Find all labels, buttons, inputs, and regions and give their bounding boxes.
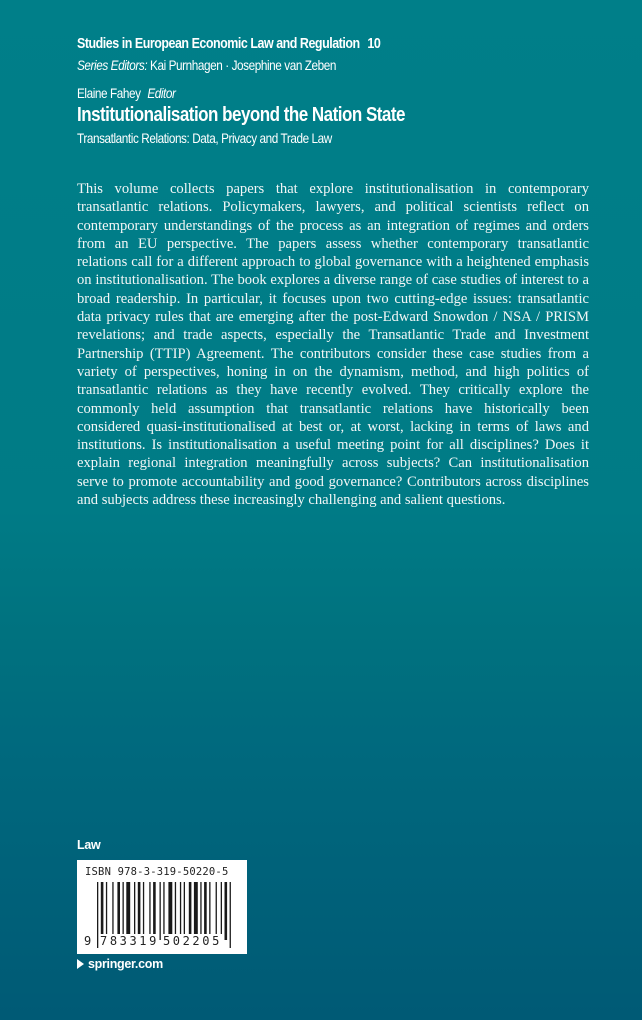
- series-title: [77, 36, 380, 52]
- play-icon: [77, 959, 84, 969]
- editor-name: Elaine Fahey: [77, 85, 141, 101]
- book-title: Institutionalisation beyond the Nation State: [77, 104, 405, 126]
- barcode-digits: [84, 934, 222, 948]
- subject-category: Law: [77, 838, 101, 852]
- series-name: Studies in European Economic Law and Regulation: [77, 36, 360, 52]
- series-editors: [77, 57, 336, 73]
- barcode-digit-group-left: 783319: [100, 934, 159, 948]
- barcode-digit-group-right: 502205: [162, 934, 222, 948]
- isbn-barcode: [77, 860, 247, 954]
- book-description: This volume collects papers that explore institutionalisation in contemporary transatlantic relations. Policymakers, lawyers, and political scientists reflect on contemporary understandings of the process as an integration of regimes and orders from an EU perspective. The papers assess whether contemporary transatlantic relations call for a different approach to global governance with a heightened emphasis on institutionalisation. The book explores a diverse range of case studies of interest to a broad readership. In particular, it focuses upon two cutting-edge issues: transatlantic data privacy rules that are emerging after the post-Edward Snowdon / NSA / PRISM revelations; and trade aspects, especially the Transatlantic Trade and Investment Partnership (TTIP) Agreement. The contributors consider these case studies from a variety of perspectives, honing in on the dynamism, method, and high politics of transatlantic relations as they have recently evolved. They critically explore the commonly held assumption that transatlantic relations have historically been considered quasi-institutionalised at best or, at worst, lacking in terms of laws and institutions. Is institutionalisation a useful meeting point for all disciplines? Does it explain regional integration meaningfully across subjects? Can institutionalisation serve to promote accountability and good governance? Contributors across disciplines and subjects address these increasingly challenging and salient questions.: [77, 181, 589, 509]
- publisher-website-text[interactable]: springer.com: [88, 957, 163, 971]
- series-volume-number: 10: [367, 36, 381, 52]
- book-subtitle: Transatlantic Relations: Data, Privacy and Trade Law: [77, 130, 332, 146]
- isbn-label: ISBN 978-3-319-50220-5: [85, 866, 229, 878]
- editor-role: Editor: [147, 85, 176, 101]
- book-editor: [77, 85, 176, 101]
- series-editors-names: Kai Purnhagen · Josephine van Zeben: [147, 57, 337, 73]
- publisher-website-link[interactable]: [77, 957, 163, 971]
- series-editors-label: Series Editors:: [77, 57, 148, 73]
- barcode-digit-first: 9: [84, 934, 92, 948]
